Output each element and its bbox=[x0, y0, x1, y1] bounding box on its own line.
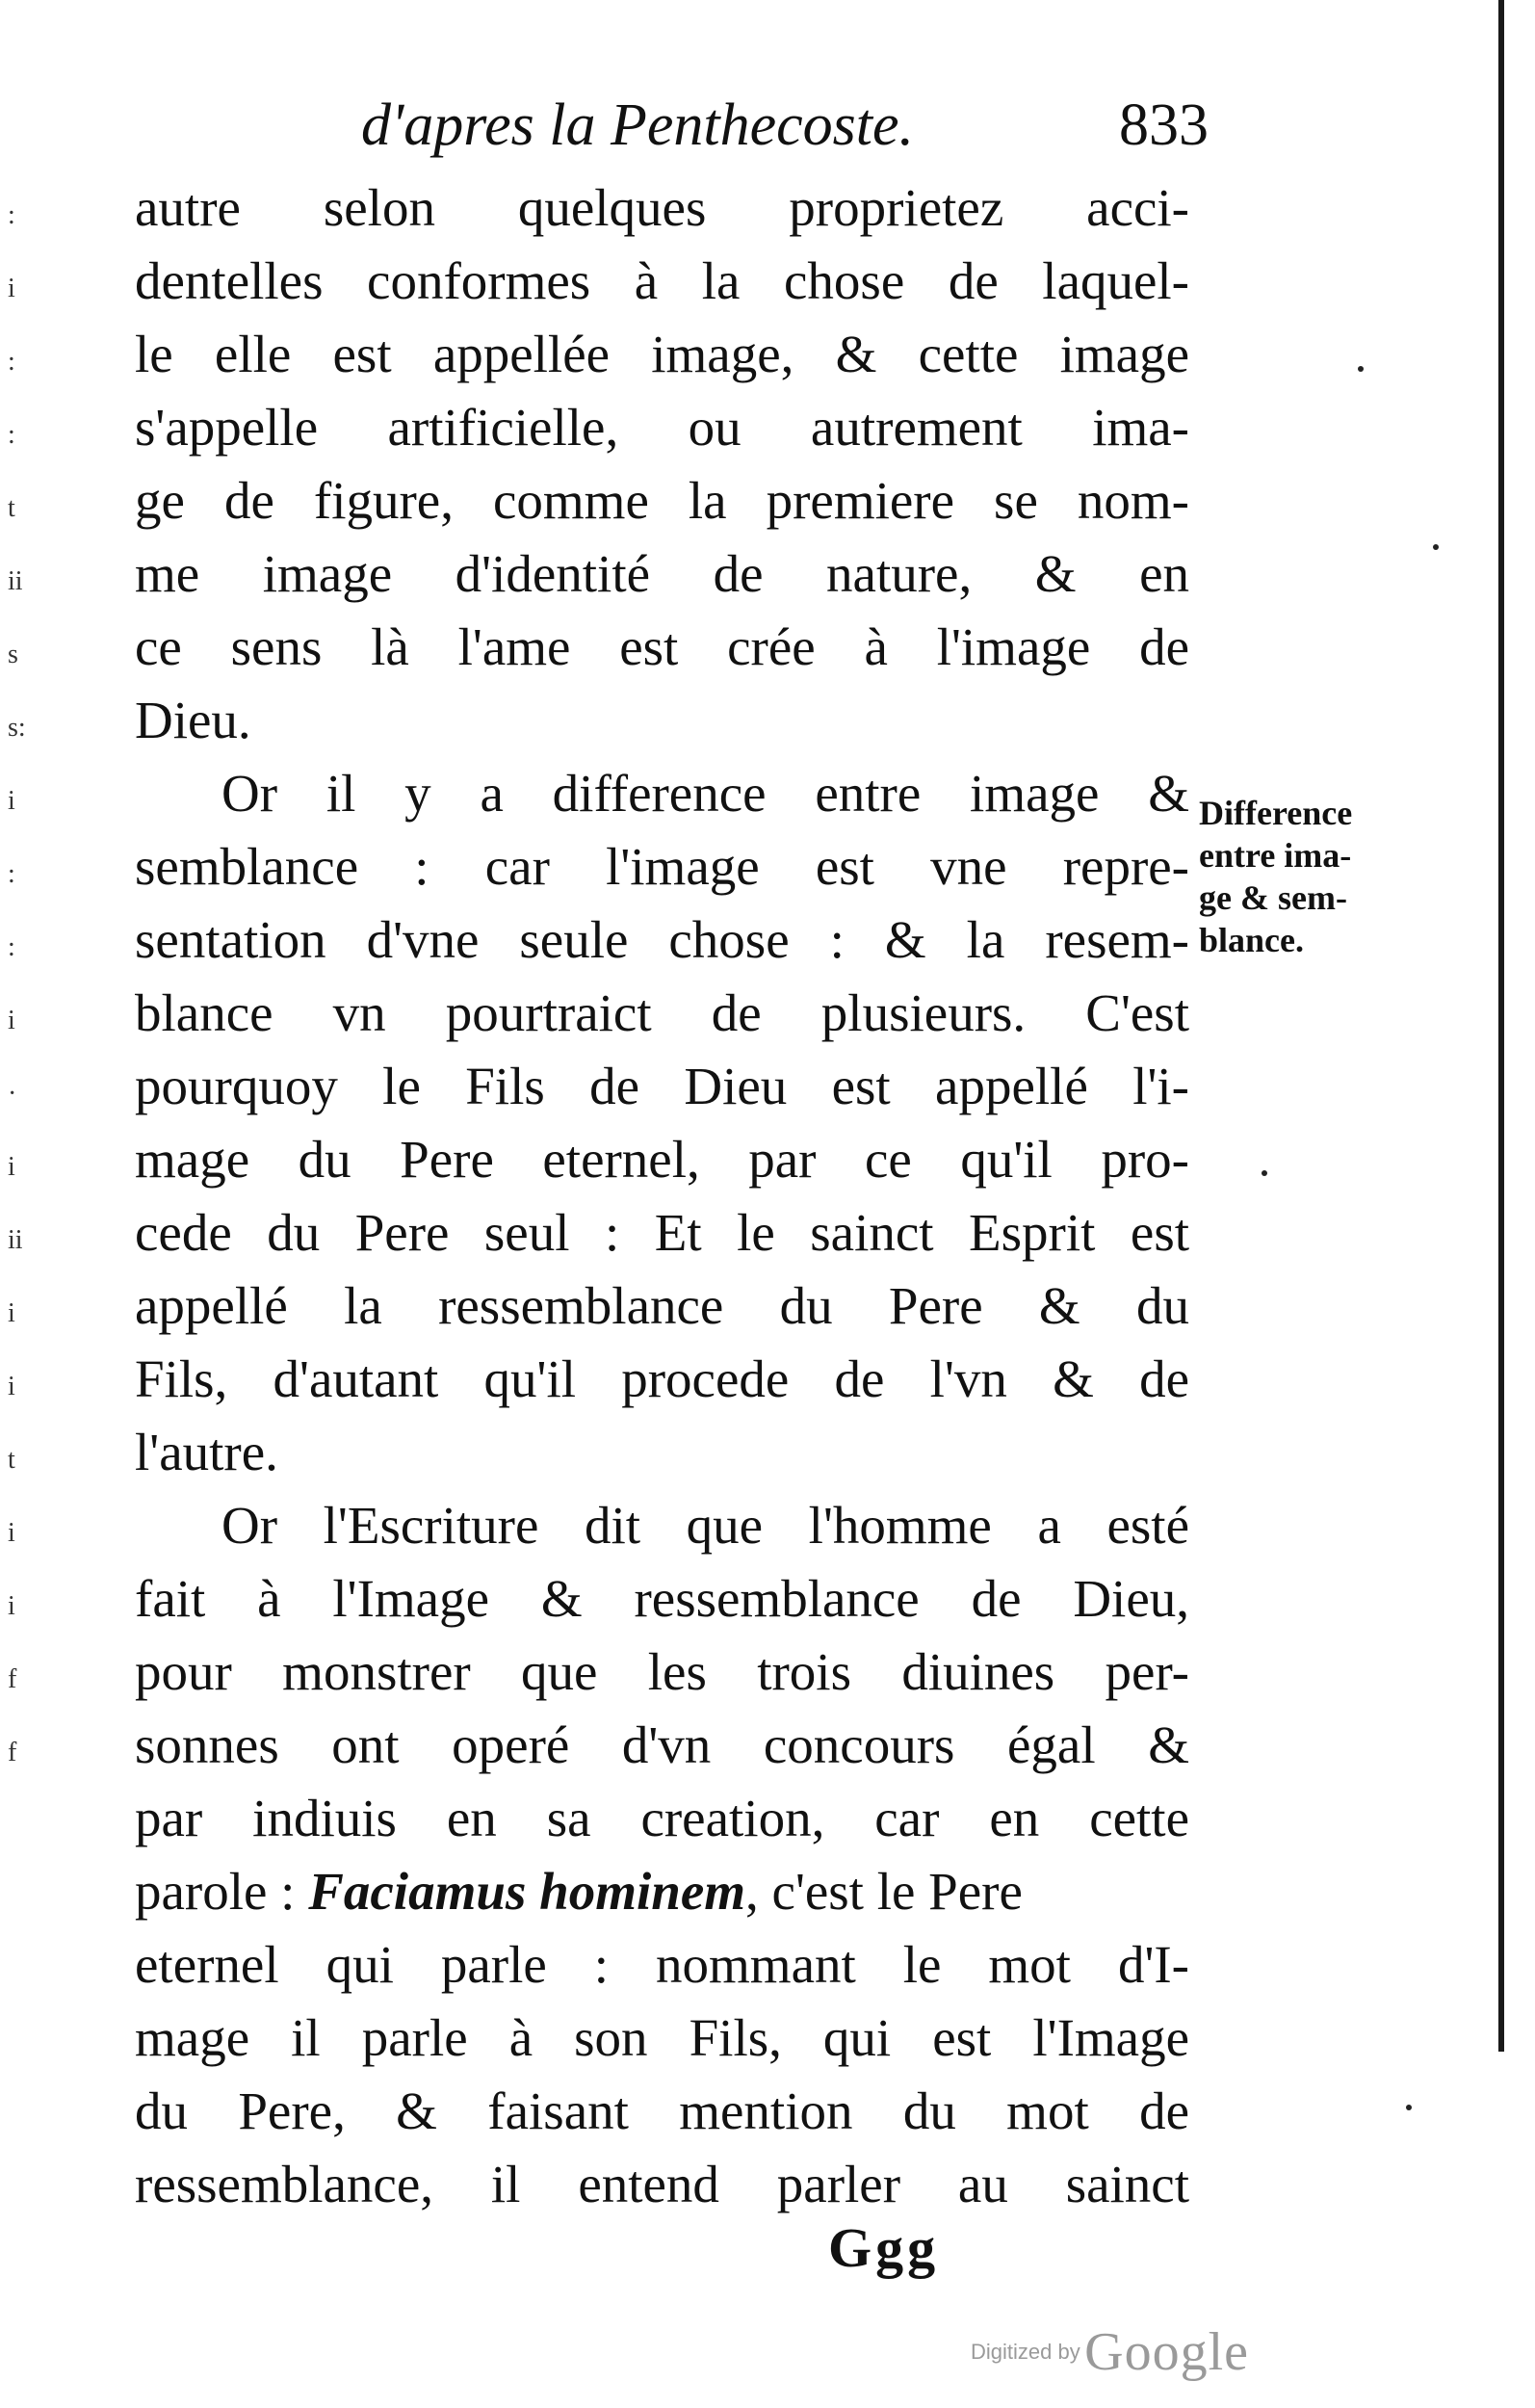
speck bbox=[1433, 544, 1439, 550]
text-line: autre selon quelques proprietez acci- bbox=[135, 178, 1189, 237]
text-line: Fils, d'autant qu'il procede de l'vn & de bbox=[135, 1349, 1189, 1408]
text-line: mage du Pere eternel, par ce qu'il pro- bbox=[135, 1130, 1189, 1189]
marginal-note bbox=[1199, 792, 1411, 961]
text-fragment: , c'est le Pere bbox=[745, 1862, 1023, 1921]
running-title: d'apres la Penthecoste. bbox=[361, 92, 914, 158]
signature-mark: Ggg bbox=[828, 2216, 940, 2279]
edge-mark: : bbox=[8, 200, 15, 230]
text-line: eternel qui parle : nommant le mot d'I- bbox=[135, 1935, 1189, 1994]
edge-mark: i bbox=[8, 274, 15, 303]
text-line: par indiuis en sa creation, car en cette bbox=[135, 1789, 1189, 1847]
text-line: pour monstrer que les trois diuines per- bbox=[135, 1642, 1189, 1701]
page-edge-rule bbox=[1498, 0, 1504, 2052]
page-header bbox=[226, 92, 1209, 178]
text-line: ressemblance, il entend parler au sainct bbox=[135, 2155, 1189, 2213]
text-line: l'autre. bbox=[135, 1423, 278, 1481]
bleed-through-marks bbox=[8, 202, 46, 1813]
edge-mark: : bbox=[8, 932, 15, 962]
speck bbox=[1406, 2105, 1412, 2110]
paragraph-start-line: Or il y a difference entre image & bbox=[221, 764, 1189, 823]
text-line: appellé la ressemblance du Pere & du bbox=[135, 1276, 1189, 1335]
edge-mark: f bbox=[8, 1664, 17, 1694]
text-line: pourquoy le Fils de Dieu est appellé l'i- bbox=[135, 1057, 1189, 1115]
edge-mark: i bbox=[8, 1152, 15, 1182]
page-number: 833 bbox=[1119, 92, 1209, 158]
edge-mark: i bbox=[8, 1518, 15, 1548]
digitization-watermark bbox=[971, 2321, 1249, 2383]
text-fragment: parole : bbox=[135, 1862, 309, 1921]
edge-mark: ii bbox=[8, 566, 23, 596]
edge-mark: ii bbox=[8, 1225, 23, 1255]
text-line: semblance : car l'image est vne repre- bbox=[135, 837, 1189, 896]
text-line: me image d'identité de nature, & en bbox=[135, 544, 1189, 603]
text-line: Dieu. bbox=[135, 691, 251, 749]
marginal-note-line: Difference bbox=[1199, 794, 1353, 832]
main-text-block bbox=[135, 171, 1189, 2221]
edge-mark: : bbox=[8, 420, 15, 450]
edge-mark: · bbox=[8, 1079, 17, 1109]
speck bbox=[1262, 1170, 1267, 1176]
marginal-note-line: entre ima- bbox=[1199, 836, 1352, 875]
marginal-note-line: blance. bbox=[1199, 921, 1305, 959]
edge-mark: : bbox=[8, 859, 15, 889]
edge-mark: f bbox=[8, 1738, 17, 1767]
edge-mark: t bbox=[8, 1445, 15, 1475]
text-line: sonnes ont operé d'vn concours égal & bbox=[135, 1715, 1189, 1774]
edge-mark: s bbox=[8, 640, 18, 669]
text-line: mage il parle à son Fils, qui est l'Image bbox=[135, 2008, 1189, 2067]
text-line: fait à l'Image & ressemblance de Dieu, bbox=[135, 1569, 1189, 1628]
speck bbox=[1358, 366, 1364, 372]
text-line-with-latin bbox=[135, 1855, 1189, 1928]
text-line: le elle est appellée image, & cette image bbox=[135, 325, 1189, 383]
latin-quotation: Faciamus hominem bbox=[308, 1862, 746, 1921]
text-line: cede du Pere seul : Et le sainct Esprit est bbox=[135, 1203, 1189, 1262]
google-logo: Google bbox=[1084, 2322, 1250, 2382]
paragraph-start-line: Or l'Escriture dit que l'homme a esté bbox=[221, 1496, 1189, 1555]
edge-mark: i bbox=[8, 1298, 15, 1328]
edge-mark: : bbox=[8, 347, 15, 377]
text-line: s'appelle artificielle, ou autrement ima- bbox=[135, 398, 1189, 457]
edge-mark: i bbox=[8, 1372, 15, 1401]
text-line: du Pere, & faisant mention du mot de bbox=[135, 2081, 1189, 2140]
edge-mark: s: bbox=[8, 713, 26, 743]
text-line: dentelles conformes à la chose de laquel- bbox=[135, 251, 1189, 310]
marginal-note-line: ge & sem- bbox=[1199, 878, 1347, 917]
edge-mark: i bbox=[8, 786, 15, 816]
edge-mark: i bbox=[8, 1591, 15, 1621]
text-line: ge de figure, comme la premiere se nom- bbox=[135, 471, 1189, 530]
watermark-prefix: Digitized by bbox=[971, 2340, 1080, 2364]
edge-mark: i bbox=[8, 1006, 15, 1035]
text-line: sentation d'vne seule chose : & la resem- bbox=[135, 910, 1189, 969]
text-line: blance vn pourtraict de plusieurs. C'est bbox=[135, 983, 1189, 1042]
text-line: ce sens là l'ame est crée à l'image de bbox=[135, 617, 1189, 676]
edge-mark: t bbox=[8, 493, 15, 523]
